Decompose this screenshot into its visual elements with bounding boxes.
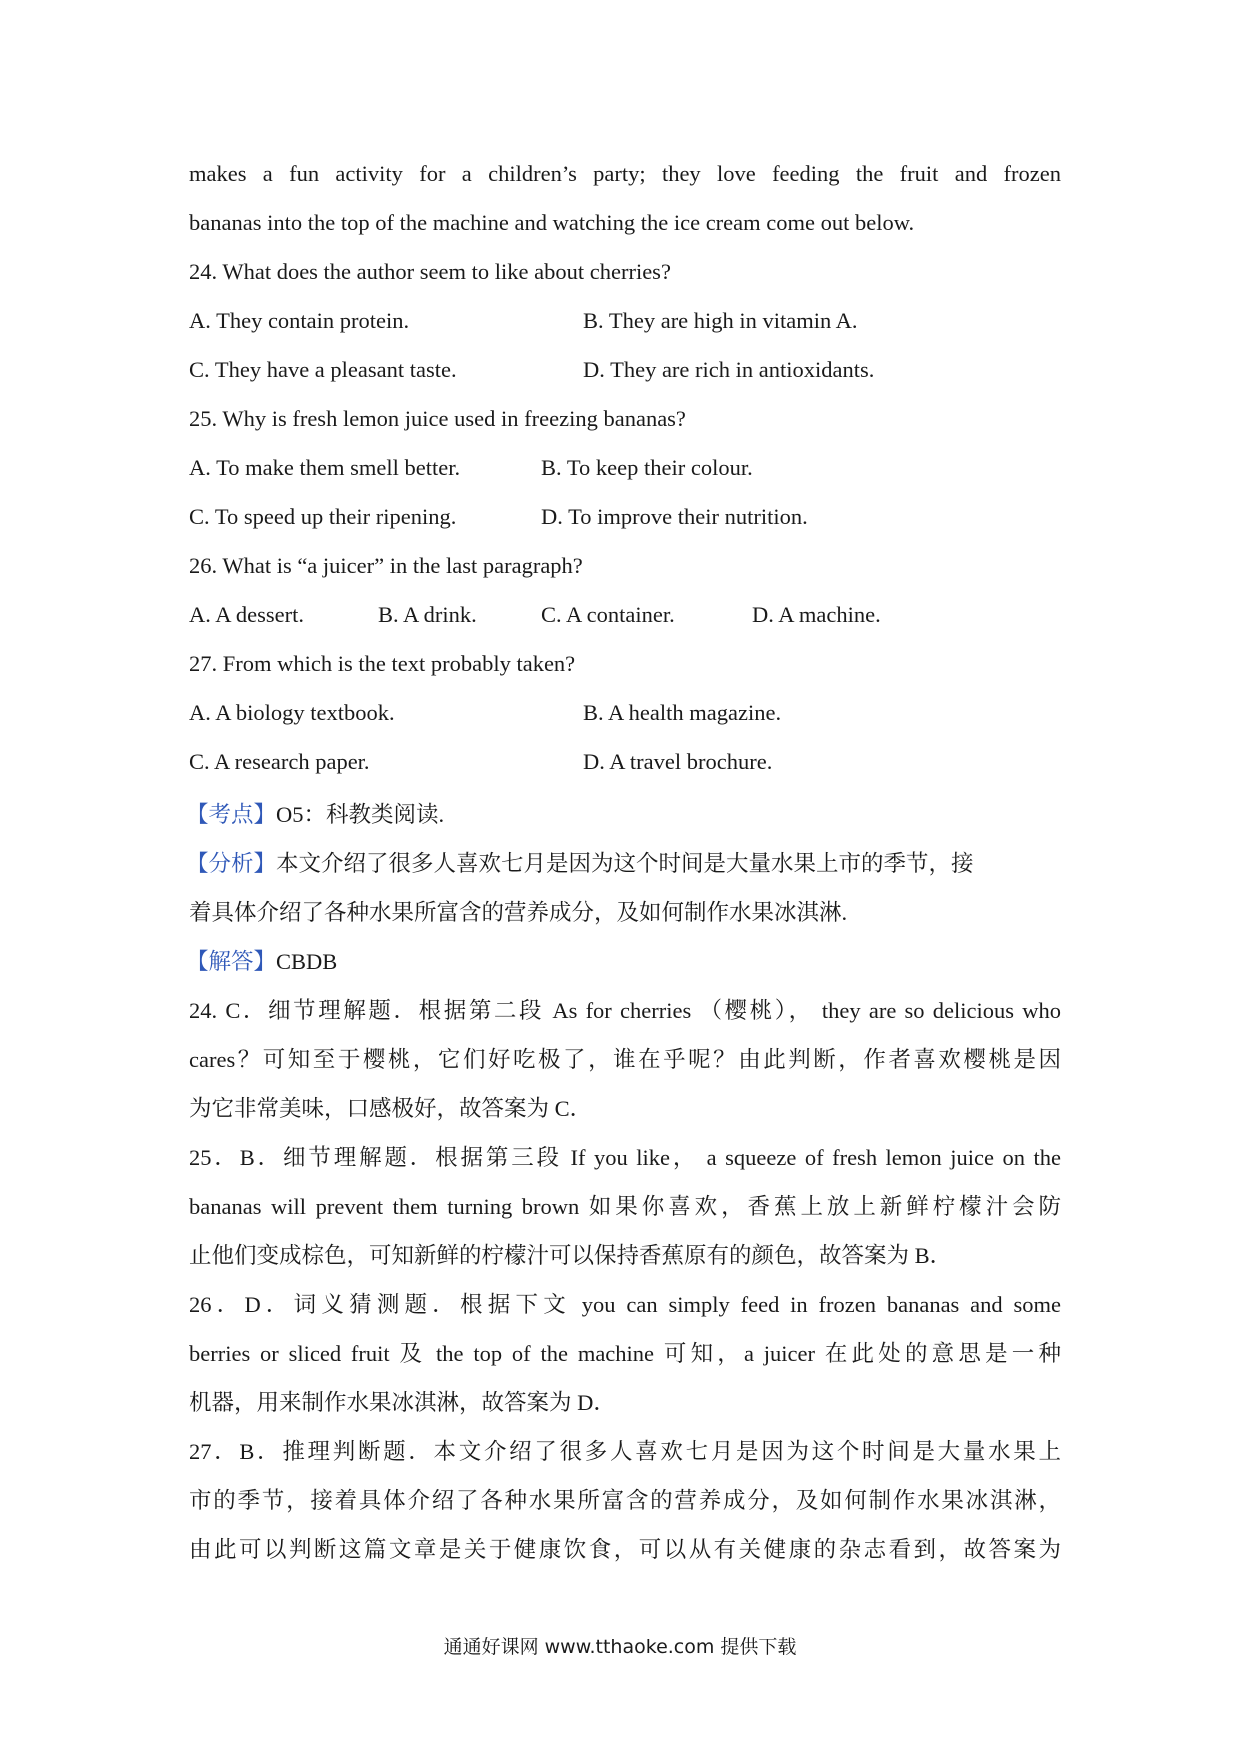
- fenxi-line-2: 着具体介绍了各种水果所富含的营养成分，及如何制作水果冰淇淋.: [189, 900, 848, 925]
- question-25-option-c: C. To speed up their ripening.: [189, 504, 457, 529]
- question-27-option-c: C. A research paper.: [189, 749, 370, 774]
- question-25-option-a: A. To make them smell better.: [189, 455, 461, 480]
- question-25-stem: 25. Why is fresh lemon juice used in freezing bananas?: [189, 406, 686, 431]
- question-27-option-b: B. A health magazine.: [583, 700, 782, 725]
- question-24-stem: 24. What does the author seem to like about cherries?: [189, 259, 671, 284]
- explanation-24-line-3: 为它非常美味，口感极好，故答案为 C．: [189, 1096, 593, 1121]
- question-25-option-b: B. To keep their colour.: [541, 455, 753, 480]
- explanation-24-line-2: cares？可知至于樱桃，它们好吃极了，谁在乎呢？由此判断，作者喜欢樱桃是因: [189, 1047, 1061, 1072]
- kaodian-line: [186, 797, 444, 829]
- jieda-line: [186, 944, 337, 976]
- passage-line-1: makes a fun activity for a children’s party; they love feeding the fruit and frozen: [189, 161, 1061, 186]
- explanation-25-line-1: 25．B．细节理解题．根据第三段 If you like， a squeeze of fresh lemon juice on the: [189, 1145, 1061, 1170]
- explanation-27-line-3: 由此可以判断这篇文章是关于健康饮食，可以从有关健康的杂志看到，故答案为: [189, 1537, 1061, 1562]
- kaodian-tag: 【考点】: [186, 802, 277, 827]
- passage-line-2: bananas into the top of the machine and watching the ice cream come out below.: [189, 210, 915, 235]
- fenxi-line-1: [186, 846, 974, 878]
- kaodian-text: O5：科教类阅读.: [276, 802, 445, 827]
- question-27-option-a: A. A biology textbook.: [189, 700, 395, 725]
- fenxi-tag: 【分析】: [186, 851, 277, 876]
- jieda-answer: CBDB: [276, 949, 338, 974]
- explanation-26-line-2: berries or sliced fruit 及 the top of the machine 可知，a juicer 在此处的意思是一种: [189, 1341, 1061, 1366]
- explanation-26-line-3: 机器，用来制作水果冰淇淋，故答案为 D．: [189, 1390, 616, 1415]
- question-27-stem: 27. From which is the text probably taken?: [189, 651, 576, 676]
- jieda-tag: 【解答】: [186, 949, 277, 974]
- explanation-27-line-1: 27．B．推理判断题．本文介绍了很多人喜欢七月是因为这个时间是大量水果上: [189, 1439, 1061, 1464]
- question-24-option-c: C. They have a pleasant taste.: [189, 357, 457, 382]
- question-26-stem: 26. What is “a juicer” in the last paragraph?: [189, 553, 583, 578]
- question-24-option-d: D. They are rich in antioxidants.: [583, 357, 875, 382]
- fenxi-text-1: 本文介绍了很多人喜欢七月是因为这个时间是大量水果上市的季节，接: [276, 851, 974, 876]
- question-27-option-d: D. A travel brochure.: [583, 749, 773, 774]
- question-26-option-d: D. A machine.: [752, 602, 881, 627]
- explanation-24-line-1: 24. C．细节理解题．根据第二段 As for cherries （樱桃）， they are so delicious who: [189, 998, 1061, 1023]
- question-26-option-a: A. A dessert.: [189, 602, 304, 627]
- question-24-option-b: B. They are high in vitamin A.: [583, 308, 858, 333]
- question-26-option-b: B. A drink.: [378, 602, 477, 627]
- explanation-27-line-2: 市的季节，接着具体介绍了各种水果所富含的营养成分，及如何制作水果冰淇淋，: [189, 1488, 1061, 1513]
- question-25-option-d: D. To improve their nutrition.: [541, 504, 808, 529]
- explanation-25-line-2: bananas will prevent them turning brown 如果你喜欢，香蕉上放上新鲜柠檬汁会防: [189, 1194, 1061, 1219]
- page-footer: 通通好课网 www.tthaoke.com 提供下载: [443, 1636, 797, 1658]
- question-24-option-a: A. They contain protein.: [189, 308, 410, 333]
- explanation-26-line-1: 26．D．词义猜测题．根据下文 you can simply feed in frozen bananas and some: [189, 1292, 1061, 1317]
- question-26-option-c: C. A container.: [541, 602, 675, 627]
- explanation-25-line-3: 止他们变成棕色，可知新鲜的柠檬汁可以保持香蕉原有的颜色，故答案为 B．: [189, 1243, 953, 1268]
